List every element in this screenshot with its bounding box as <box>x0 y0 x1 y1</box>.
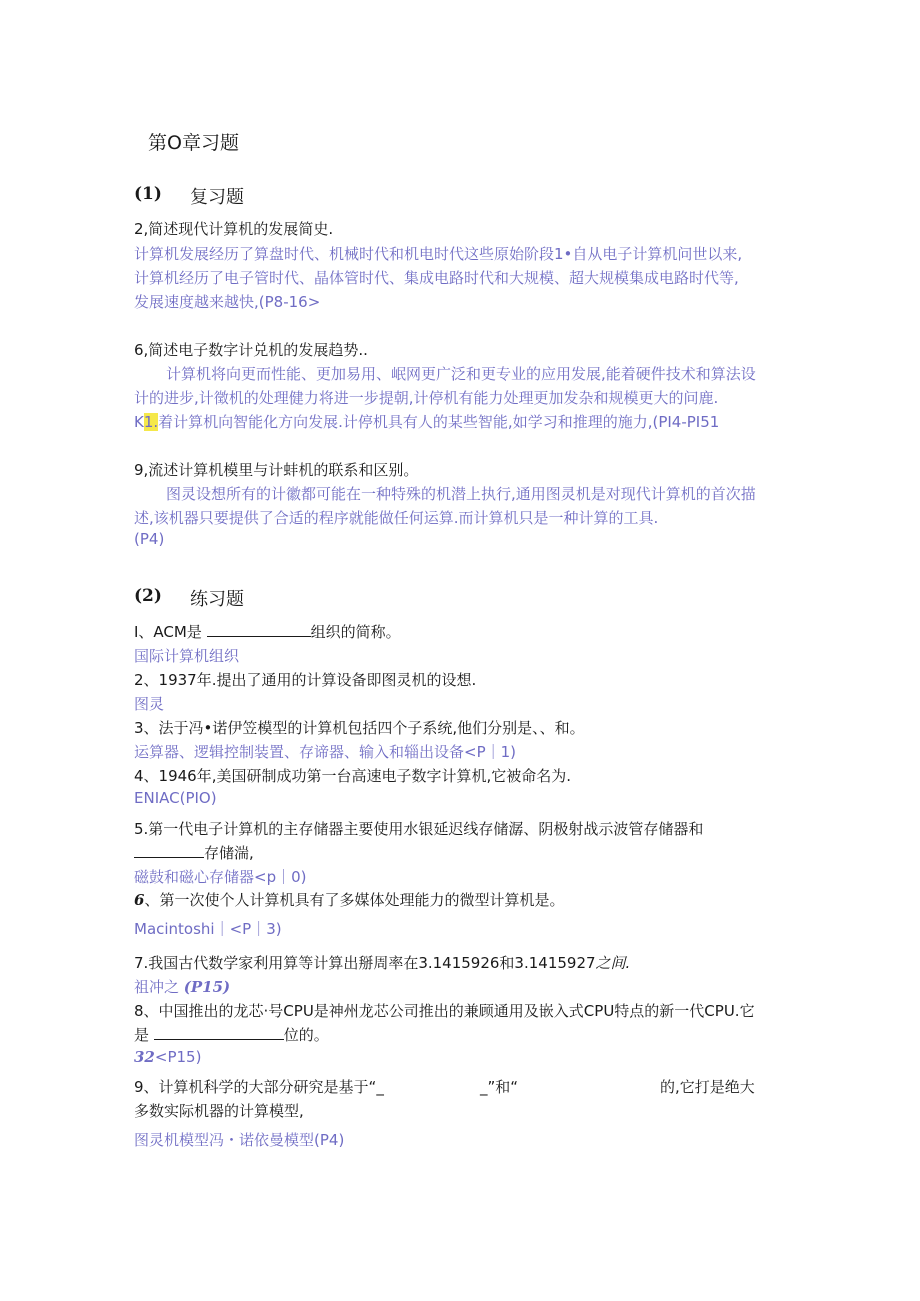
answer-text: 祖冲之 <box>134 978 180 996</box>
exercise-question: 9、计算机科学的大部分研究是基于“_ <box>134 1078 384 1096</box>
answer-line <box>134 411 719 432</box>
answer-rest: 着计算机向智能化方向发展.计停机具有人的某些智能,如学习和推理的施力,(PI4-PI51 <box>158 413 720 431</box>
answer-line <box>134 1048 201 1066</box>
exercise-question: 5.第一代电子计算机的主存储器主要使用水银延迟线存储潺、阴极射战示波管存储器和 <box>134 820 704 838</box>
fill-blank <box>207 622 311 637</box>
page-title: 第O章习题 <box>148 132 239 154</box>
exercise-question: 8、中国推出的龙芯·号CPU是神州龙芯公司推出的兼顾通用及嵌入式CPU特点的新一代CPU.它 <box>134 1002 755 1020</box>
section-heading: 练习题 <box>190 589 244 610</box>
answer-line <box>134 976 230 997</box>
exercise-question: _”和“ <box>480 1078 519 1096</box>
question-text: 存储湍, <box>204 844 254 862</box>
highlighted-text: 1. <box>143 413 159 431</box>
exercise-question <box>134 889 564 910</box>
question-text: 6,简述电子数字计兑机的发展趋势.. <box>134 341 368 359</box>
answer-prefix: K <box>134 413 144 431</box>
exercise-question: 3、法于冯•诺伊笠模型的计算机包括四个子系统,他们分别是、、和。 <box>134 719 585 737</box>
section-number: (1) <box>134 184 162 204</box>
question-text: I、ACM是 <box>134 623 202 641</box>
exercise-question: 的,它打是绝大 <box>660 1078 755 1096</box>
section-heading: 复习题 <box>190 187 244 208</box>
exercise-question <box>134 1024 329 1045</box>
answer-line: ENIAC(PIO) <box>134 789 217 807</box>
exercise-question <box>134 621 401 642</box>
page-reference: (P15) <box>183 978 231 996</box>
question-text: 位的。 <box>283 1026 329 1044</box>
answer-line: 述,该机器只要提供了合适的程序就能做任何运算.而计算机只是一种计算的工具. <box>134 509 659 527</box>
answer-line: 图灵 <box>134 695 165 713</box>
exercise-question: 多数实际机器的计算模型, <box>134 1102 304 1120</box>
answer-text: 32 <box>134 1048 155 1066</box>
question-text: 之间. <box>595 954 631 972</box>
exercise-question: 2、1937年.提出了通用的计算设备即图灵机的设想. <box>134 671 477 689</box>
answer-line: 图灵设想所有的计徽都可能在一种特殊的机潜上执行,通用图灵机是对现代计算机的首次描 <box>166 485 756 503</box>
question-text: 2,简述现代计算机的发展简史. <box>134 220 334 238</box>
exercise-question <box>134 842 254 863</box>
answer-line: 磁鼓和磁心存储器<p｜0) <box>134 868 307 886</box>
question-text: 、第一次使个人计算机具有了多媒体处理能力的微型计算机是。 <box>144 891 565 909</box>
answer-line: 国际计算机组织 <box>134 647 240 665</box>
answer-line: 计算机将向更而性能、更加易用、岷网更广泛和更专业的应用发展,能着硬件技术和算法设 <box>166 365 756 383</box>
exercise-question: 4、1946年,美国研制成功第一台高速电子数字计算机,它被命名为. <box>134 767 572 785</box>
answer-line: 发展速度越来越快,(P8-16> <box>134 293 321 311</box>
question-text: 7.我国古代数学家利用算等计算出掰周率在3.1415926和3.1415927 <box>134 954 596 972</box>
page-reference: <P15) <box>154 1048 202 1066</box>
section-number: (2) <box>134 586 162 606</box>
answer-line: Macintoshi｜<P｜3) <box>134 920 282 938</box>
answer-line: 计的进步,计徵机的处理健力将进一步提朝,计停机有能力处理更加发杂和规模更大的问鹿. <box>134 389 719 407</box>
exercise-question <box>134 952 630 973</box>
answer-line: 图灵机模型冯・诺依曼模型(P4) <box>134 1131 345 1149</box>
answer-line: 运算器、逻辑控制装置、存谛器、输入和辎出设备<P｜1) <box>134 743 517 761</box>
question-text: 组织的简称。 <box>310 623 401 641</box>
answer-line: 计算机发展经历了算盘时代、机械时代和机电时代这些原始阶段1•自从电子计算机问世以来, <box>134 245 743 263</box>
fill-blank <box>134 843 204 858</box>
answer-line: (P4) <box>134 530 165 548</box>
answer-line: 计算机经历了电子管时代、晶体管时代、集成电路时代和大规模、超大规模集成电路时代等, <box>134 269 739 287</box>
question-text: 是 <box>134 1026 150 1044</box>
question-text: 9,流述计算机模里与计蚌机的联系和区别。 <box>134 461 419 479</box>
question-number: 6 <box>134 891 145 909</box>
fill-blank <box>154 1025 284 1040</box>
